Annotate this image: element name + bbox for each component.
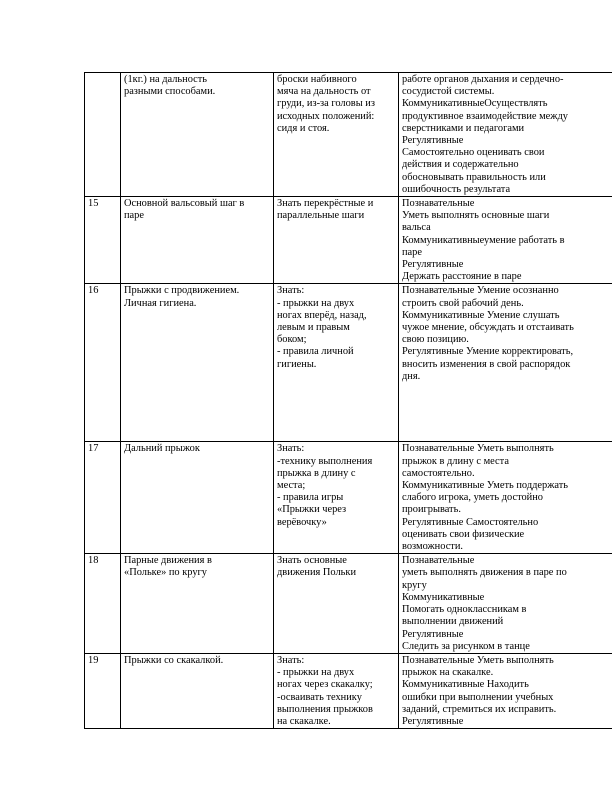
lesson-number: 16 xyxy=(88,285,99,297)
learning-activities-cell xyxy=(399,284,612,442)
learning-activities-cell xyxy=(399,442,612,554)
table-row xyxy=(85,442,612,554)
cell-text-line: броски набивного xyxy=(277,74,357,85)
table-row xyxy=(85,73,612,197)
cell-text-line: слабого игрока, уметь достойно xyxy=(402,492,543,504)
cell-text-line: параллельные шаги xyxy=(277,210,365,222)
cell-text-line: Коммуникативные Уметь поддержать xyxy=(402,480,569,492)
cell-text-line: «Польке» по кругу xyxy=(124,567,207,579)
cell-text-line: паре xyxy=(124,210,144,222)
cell-text-line: «Прыжки через xyxy=(277,504,347,516)
cell-text-line: гигиены. xyxy=(277,358,317,370)
lesson-plan-body xyxy=(85,73,612,729)
lesson-topic-cell xyxy=(121,197,274,284)
cell-text-line: -технику выполнения xyxy=(277,455,373,467)
cell-text-line: - прыжки на двух xyxy=(277,297,355,309)
cell-text-line: ногах через скакалку; xyxy=(277,679,373,691)
learning-activities-cell xyxy=(399,73,612,197)
cell-text-line: сидя и стоя. xyxy=(277,122,330,134)
cell-text-line: прыжок в длину с места xyxy=(402,455,509,467)
cell-text-line: уметь выполнять движения в паре по xyxy=(402,567,567,579)
cell-text-line: Познавательные Уметь выполнять xyxy=(402,654,554,666)
cell-text-line: прыжок на скакалке. xyxy=(402,667,494,679)
lesson-number-cell xyxy=(85,73,121,197)
cell-text-line: Держать расстояние в паре xyxy=(402,271,522,283)
cell-text-line: Познавательные Уметь выполнять xyxy=(402,443,554,455)
table-row xyxy=(85,653,612,728)
cell-text-line: на скакалке. xyxy=(277,715,331,727)
cell-text-line: - правила игры xyxy=(277,492,344,504)
cell-text-line: Коммуникативныеумение работать в xyxy=(402,234,565,246)
cell-text-line: мяча на дальность от xyxy=(277,86,371,98)
lesson-number: 17 xyxy=(88,443,99,455)
cell-text-line: обосновывать правильность или xyxy=(402,171,546,183)
cell-text-line: Следить за рисунком в танце xyxy=(402,640,530,652)
cell-text-line: груди, из-за головы из xyxy=(277,98,375,110)
cell-text-line: Прыжки со скакалкой. xyxy=(124,654,224,666)
cell-text-line: заданий, стремиться их исправить. xyxy=(402,703,557,715)
lesson-number: 18 xyxy=(88,555,99,567)
cell-text-line: сверстниками и педагогами xyxy=(402,122,525,134)
cell-text-line: свою позицию. xyxy=(402,334,469,346)
cell-text-line: исходных положений: xyxy=(277,110,375,122)
cell-text-line: чужое мнение, обсуждать и отстаивать xyxy=(402,322,574,334)
lesson-topic-cell xyxy=(121,653,274,728)
table-row xyxy=(85,284,612,442)
cell-text-line: дня. xyxy=(402,370,421,382)
table-row xyxy=(85,197,612,284)
knowledge-cell xyxy=(274,554,399,654)
cell-text-line: Коммуникативные Умение слушать xyxy=(402,309,560,321)
lesson-number-cell xyxy=(85,442,121,554)
cell-text-line: Знать: xyxy=(277,285,305,297)
cell-text-line: проигрывать. xyxy=(402,504,461,516)
lesson-topic-cell xyxy=(121,73,274,197)
cell-text-line: выполнения прыжков xyxy=(277,703,373,715)
lesson-number-cell xyxy=(85,284,121,442)
lesson-number-cell xyxy=(85,653,121,728)
learning-activities-cell xyxy=(399,653,612,728)
cell-text-line: Регулятивные Самостоятельно xyxy=(402,516,539,528)
cell-text-line: паре xyxy=(402,246,422,258)
cell-text-line: строить свой рабочий день. xyxy=(402,297,524,309)
lesson-plan-table xyxy=(84,72,612,729)
cell-text-line: Регулятивные xyxy=(402,135,464,147)
cell-text-line: Коммуникативные Находить xyxy=(402,679,529,691)
cell-text-line: Знать основные xyxy=(277,555,347,567)
cell-text-line: (1кг.) на дальность xyxy=(124,74,208,85)
cell-text-line: действия и содержательно xyxy=(402,159,519,171)
cell-text-line: Прыжки с продвижением. xyxy=(124,285,240,297)
cell-text-line: Самостоятельно оценивать свои xyxy=(402,147,545,159)
cell-text-line: ошибки при выполнении учебных xyxy=(402,691,554,703)
cell-text-line: Знать: xyxy=(277,443,305,455)
cell-text-line: сосудистой системы. xyxy=(402,86,495,98)
cell-text-line: Познавательные Умение осознанно xyxy=(402,285,559,297)
knowledge-cell xyxy=(274,653,399,728)
cell-text-line: Регулятивные xyxy=(402,259,464,271)
lesson-number-cell xyxy=(85,554,121,654)
cell-text-line: прыжка в длину с xyxy=(277,467,356,479)
cell-text-line: Познавательные xyxy=(402,198,475,210)
learning-activities-cell xyxy=(399,197,612,284)
cell-text-line: Познавательные xyxy=(402,555,475,567)
cell-text-line: Коммуникативные xyxy=(402,591,485,603)
cell-text-line: -осваивать технику xyxy=(277,691,362,703)
lesson-number: 19 xyxy=(88,654,99,666)
cell-text-line: верёвочку» xyxy=(277,516,327,528)
learning-activities-cell xyxy=(399,554,612,654)
cell-text-line: - прыжки на двух xyxy=(277,667,355,679)
cell-text-line: выполнении движений xyxy=(402,616,504,628)
cell-text-line: вальса xyxy=(402,222,431,234)
cell-text-line: боком; xyxy=(277,334,307,346)
lesson-topic-cell xyxy=(121,442,274,554)
cell-text-line: - правила личной xyxy=(277,346,354,358)
cell-text-line: ногах вперёд, назад, xyxy=(277,309,367,321)
knowledge-cell xyxy=(274,73,399,197)
cell-text-line: Парные движения в xyxy=(124,555,212,567)
cell-text-line: Регулятивные Умение корректировать, xyxy=(402,346,574,358)
cell-text-line: возможности. xyxy=(402,541,464,553)
cell-text-line: места; xyxy=(277,480,306,492)
cell-text-line: Дальний прыжок xyxy=(124,443,200,455)
cell-text-line: Уметь выполнять основные шаги xyxy=(402,210,550,222)
cell-text-line: Знать: xyxy=(277,654,305,666)
cell-text-line: работе органов дыхания и сердечно- xyxy=(402,74,564,85)
lesson-number-cell xyxy=(85,197,121,284)
cell-text-line: Регулятивные xyxy=(402,715,464,727)
cell-text-line: Основной вальсовый шаг в xyxy=(124,198,245,210)
cell-text-line: самостоятельно. xyxy=(402,467,475,479)
lesson-topic-cell xyxy=(121,284,274,442)
knowledge-cell xyxy=(274,197,399,284)
lesson-topic-cell xyxy=(121,554,274,654)
cell-text-line: ошибочность результата xyxy=(402,183,511,195)
cell-text-line: вносить изменения в свой распорядок xyxy=(402,358,571,370)
cell-text-line: движения Польки xyxy=(277,567,356,579)
cell-text-line: Помогать одноклассникам в xyxy=(402,604,527,616)
cell-text-line: Личная гигиена. xyxy=(124,297,197,309)
knowledge-cell xyxy=(274,442,399,554)
lesson-number: 15 xyxy=(88,198,99,210)
table-row xyxy=(85,554,612,654)
cell-text-line: Регулятивные xyxy=(402,628,464,640)
cell-text-line: Знать перекрёстные и xyxy=(277,198,374,210)
cell-text-line: кругу xyxy=(402,579,427,591)
cell-text-line: левым и правым xyxy=(277,322,350,334)
cell-text-line: КоммуникативныеОсуществлять xyxy=(402,98,548,110)
cell-text-line: продуктивное взаимодействие между xyxy=(402,110,568,122)
knowledge-cell xyxy=(274,284,399,442)
cell-text-line: разными способами. xyxy=(124,86,216,98)
cell-text-line: оценивать свои физические xyxy=(402,528,525,540)
